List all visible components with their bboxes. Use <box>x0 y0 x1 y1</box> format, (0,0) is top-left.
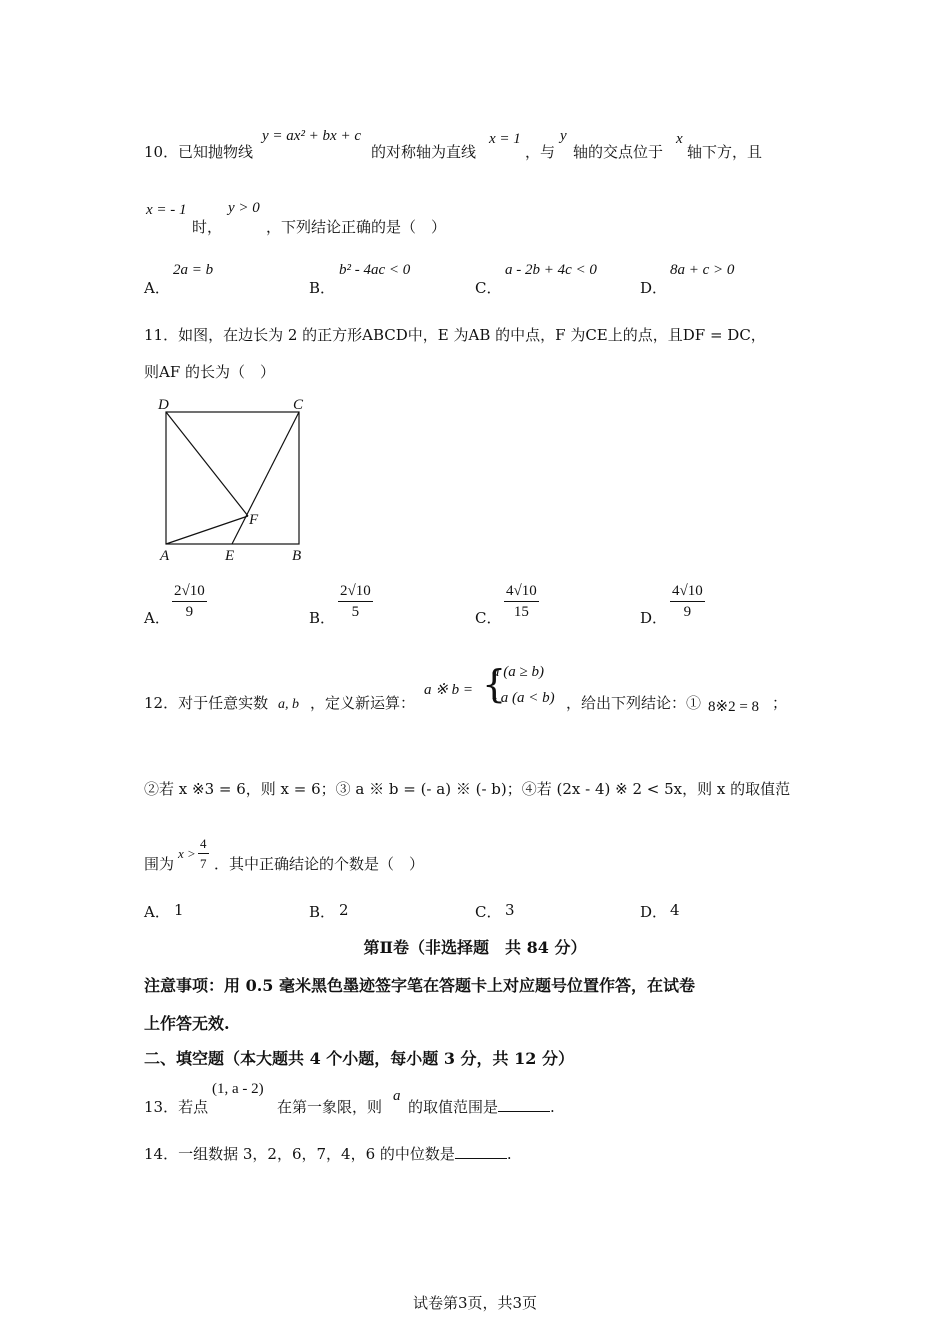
q10-option-b-expr: b² - 4ac < 0 <box>339 262 411 278</box>
q11-option-a-label: A． <box>144 609 170 627</box>
q10-text-3: ，与 <box>525 143 556 161</box>
q12-line-1a: 12．对于任意实数 <box>144 694 269 712</box>
q14-answer-blank[interactable] <box>455 1144 507 1159</box>
q13-point: (1, a - 2) <box>212 1081 264 1097</box>
q13-text-1: 13．若点 <box>144 1098 209 1116</box>
page-footer: 试卷第3页，共3页 <box>412 1294 538 1312</box>
q12-case-2: - a (a < b) <box>492 690 555 706</box>
q13-text-2: 在第一象限，则 <box>277 1098 383 1116</box>
q10-text-4: 轴的交点位于 <box>573 143 664 161</box>
label-a: A <box>160 548 170 564</box>
q10-option-b-label: B． <box>309 279 336 297</box>
part-2-heading: 二、填空题（本大题共 4 个小题，每小题 3 分，共 12 分） <box>144 1049 574 1068</box>
q12-option-a-value: 1 <box>174 901 184 919</box>
q12-option-b-value: 2 <box>339 901 349 919</box>
label-e: E <box>225 548 235 564</box>
label-f: F <box>249 512 259 528</box>
q12-conclusion-1: 8※2 = 8 <box>708 699 760 715</box>
q11-option-b-fraction: $\frac{2√10}{5}$ <box>340 583 371 620</box>
q10-x-condition: x = - 1 <box>146 202 187 218</box>
q12-line-1b: ，定义新运算： <box>310 694 416 712</box>
q11-option-a-fraction: $\frac{2√10}{9}$ <box>174 583 205 620</box>
q10-text-5: 轴下方，且 <box>687 143 763 161</box>
q12-inequality: x > <box>178 846 196 861</box>
q10-parabola-equation: y = ax² + bx + c <box>262 128 361 144</box>
q11-option-c-label: C． <box>475 609 502 627</box>
q10-text-2: 的对称轴为直线 <box>371 143 477 161</box>
q12-vars-ab: a, b <box>278 697 299 712</box>
q12-option-c-value: 3 <box>505 901 515 919</box>
q10-option-c-label: C． <box>475 279 502 297</box>
segment-af <box>166 516 248 544</box>
label-c: C <box>293 397 304 413</box>
q10-text-6: 时， <box>192 218 223 236</box>
segment-ce <box>232 412 299 544</box>
q10-y-condition: y > 0 <box>228 200 260 216</box>
q12-option-c-label: C． <box>475 903 502 921</box>
q10-x-var: x <box>676 131 683 147</box>
q10-text-1: 已知抛物线 <box>178 143 254 161</box>
q10-axis-equation: x = 1 <box>489 131 521 147</box>
q11-option-c-fraction: $\frac{4√10}{15}$ <box>506 583 537 620</box>
q11-square-figure <box>150 392 320 570</box>
q12-line-3b: ．其中正确结论的个数是（ ） <box>214 855 425 873</box>
q12-option-d-value: 4 <box>670 901 680 919</box>
q11-option-b-label: B． <box>309 609 336 627</box>
q14-text: 14．一组数据 3，2，6，7，4，6 的中位数是 . <box>144 1145 512 1163</box>
q13-text-3: 的取值范围是 . <box>408 1098 555 1116</box>
q11-option-d-label: D． <box>640 609 668 627</box>
q12-semicolon: ； <box>772 694 788 712</box>
q10-number: 10． <box>144 143 179 161</box>
q12-line-3a: 围为 <box>144 855 175 873</box>
q10-option-d-expr: 8a + c > 0 <box>670 262 735 278</box>
q10-y-var: y <box>560 128 567 144</box>
q10-text-7: ，下列结论正确的是（ ） <box>266 218 447 236</box>
q12-fraction-4-7: $\frac{4}{7}$ <box>200 836 207 871</box>
q10-option-a-expr: 2a = b <box>173 262 214 278</box>
section-2-title: 第Ⅱ卷（非选择题 共 84 分） <box>363 938 587 957</box>
q12-option-d-label: D． <box>640 903 668 921</box>
section-2-note-line-2: 上作答无效. <box>144 1014 230 1033</box>
q12-line-2: ②若 x ※3 = 6，则 x = 6；③ a ※ b = (- a) ※ (- b)；④若 (2x - 4) ※ 2 < 5x，则 x 的取值范 <box>144 780 791 798</box>
q12-operation-lhs: a ※ b = <box>424 682 473 698</box>
q11-option-d-fraction: $\frac{4√10}{9}$ <box>672 583 703 620</box>
q12-option-b-label: B． <box>309 903 336 921</box>
label-b: B <box>292 548 302 564</box>
square-abcd <box>166 412 299 544</box>
segment-df <box>166 412 248 516</box>
q11-line-1: 11．如图，在边长为 2 的正方形ABCD中，E 为AB 的中点，F 为CE上的点，且DF = DC， <box>144 326 766 344</box>
q10-option-c-expr: a - 2b + 4c < 0 <box>505 262 597 278</box>
q12-case-1: a (a ≥ b) <box>492 664 544 680</box>
q13-var-a: a <box>393 1088 401 1104</box>
label-d: D <box>158 397 169 413</box>
q12-line-1c: ，给出下列结论：① <box>566 694 702 712</box>
q12-brace: { <box>482 662 507 706</box>
q12-option-a-label: A． <box>144 903 170 921</box>
q11-line-2: 则AF 的长为（ ） <box>144 363 276 381</box>
q13-answer-blank[interactable] <box>498 1097 550 1112</box>
q10-option-a-label: A． <box>144 279 170 297</box>
section-2-note-line-1: 注意事项：用 0.5 毫米黑色墨迹签字笔在答题卡上对应题号位置作答，在试卷 <box>144 976 695 995</box>
q10-option-d-label: D． <box>640 279 668 297</box>
